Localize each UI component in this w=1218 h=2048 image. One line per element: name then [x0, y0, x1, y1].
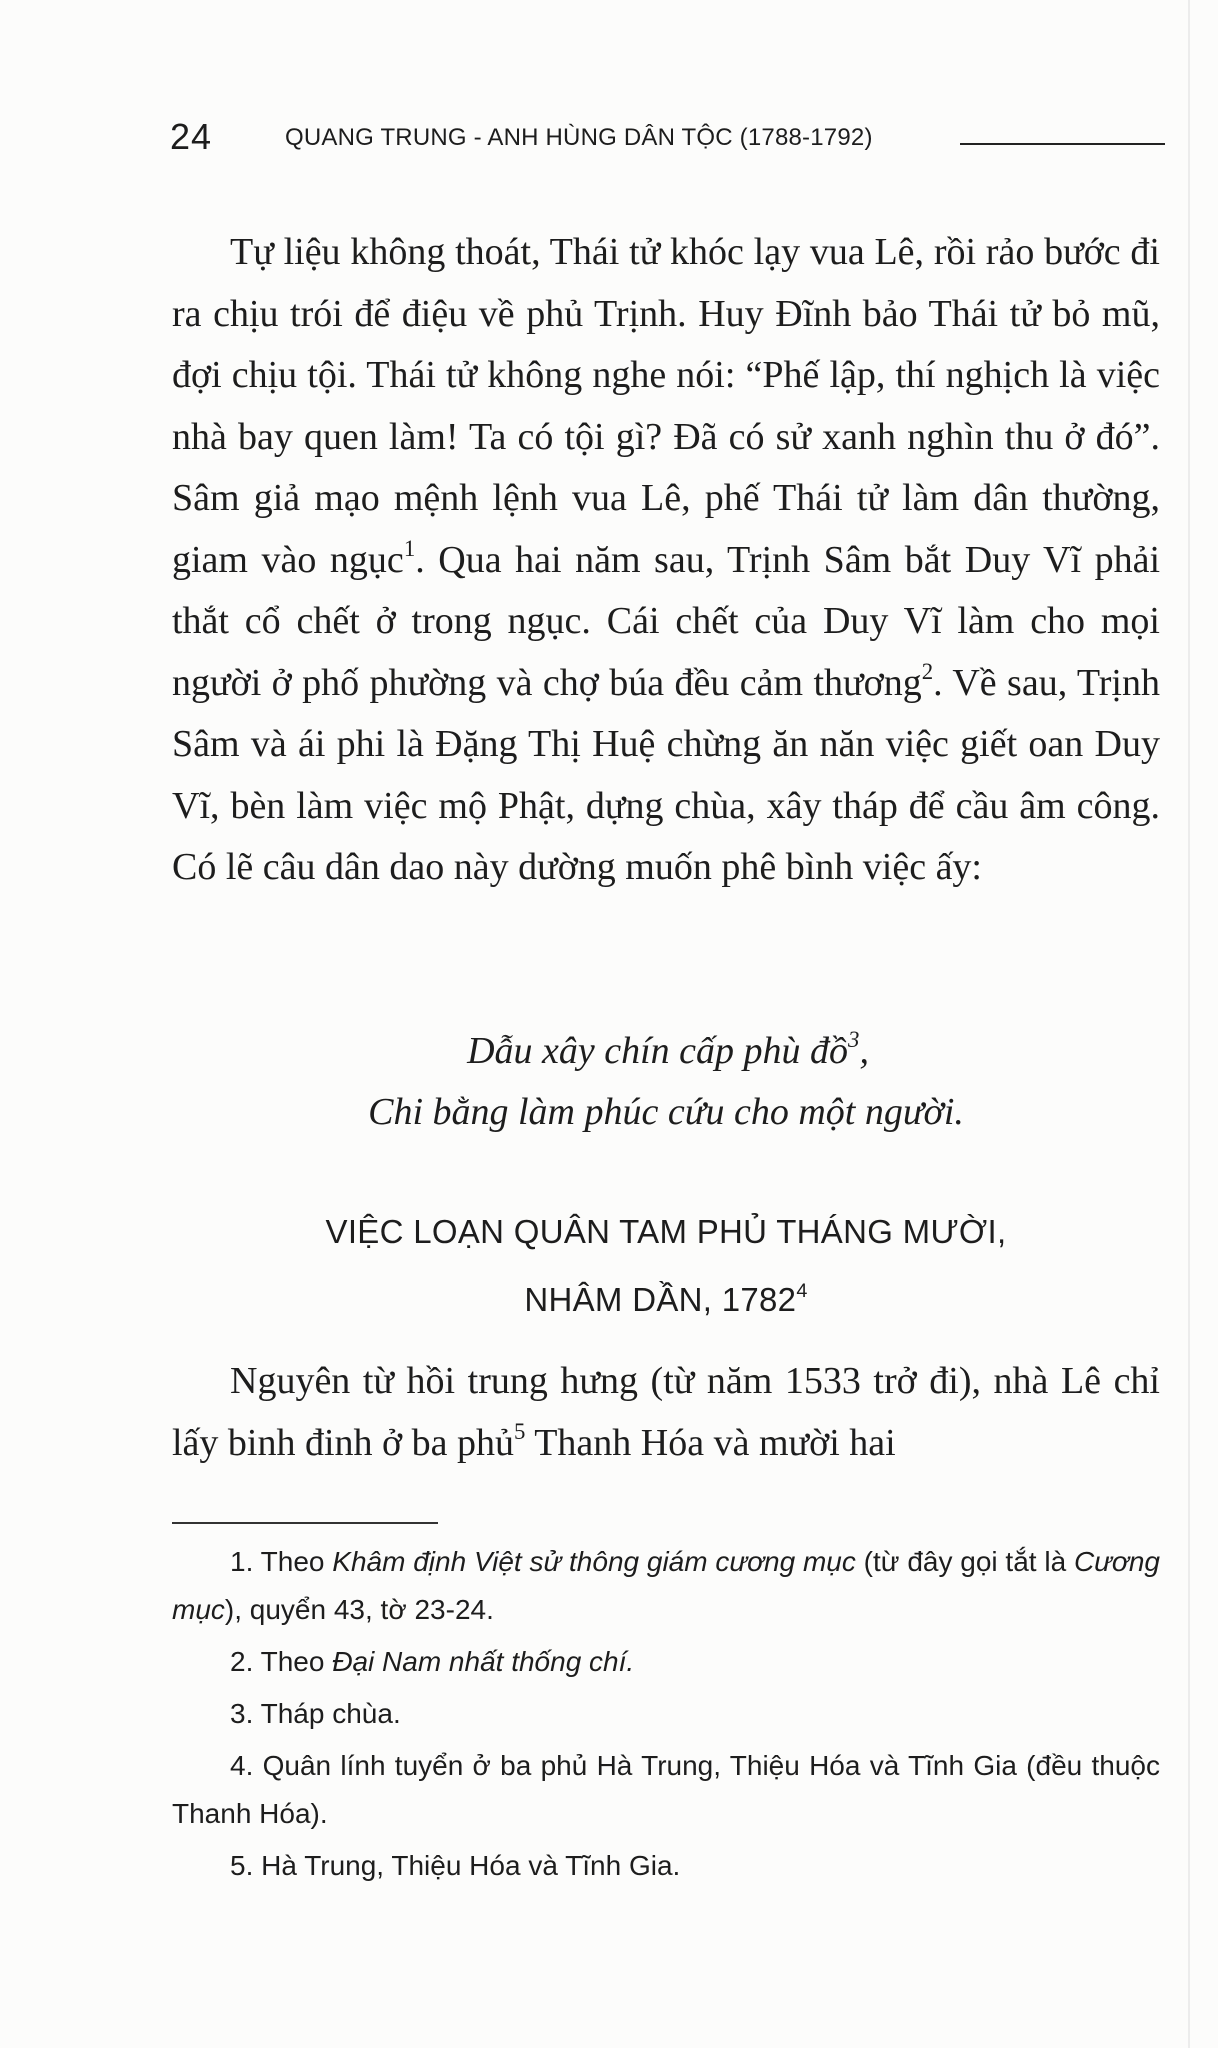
footnote-text: ), quyển 43, tờ 23-24. [224, 1594, 494, 1625]
footnote-ref-3: 3 [848, 1027, 860, 1053]
footnote-5 [172, 1842, 1160, 1890]
section-heading [172, 1198, 1160, 1334]
verse-text: Dẫu xây chín cấp phù đồ [467, 1030, 849, 1072]
footnote-text: 1. Theo [230, 1546, 333, 1577]
footnote-ref-4: 4 [796, 1280, 808, 1303]
paragraph-1 [172, 222, 1160, 899]
footnote-ref-2: 2 [921, 658, 934, 684]
footnote-ref-5: 5 [514, 1419, 526, 1445]
footnote-4 [172, 1742, 1160, 1838]
verse-couplet [172, 1021, 1160, 1143]
footnote-1 [172, 1538, 1160, 1634]
page-number: 24 [170, 116, 213, 157]
section-heading-line-1: VIỆC LOẠN QUÂN TAM PHỦ THÁNG MƯỜI, [325, 1213, 1007, 1250]
page-edge [1188, 0, 1190, 2048]
verse-line-2: Chi bằng làm phúc cứu cho một người. [368, 1091, 964, 1133]
footnote-text: (từ đây gọi tắt là [855, 1546, 1074, 1577]
footnote-italic: Đại Nam nhất thống chí. [332, 1646, 635, 1677]
footnotes [172, 1538, 1160, 1894]
footnote-ref-1: 1 [403, 535, 416, 561]
text-run: . Về sau, Trịnh Sâm và ái phi là Đặng Thị Huệ chừng ăn năn việc giết oan Duy Vĩ, bèn làm việc mộ Phật, dựng chùa, xây tháp để cầu âm công. Có lẽ câu dân dao này dường muốn phê bình việc ấy: [172, 661, 1160, 888]
body-paragraph [172, 222, 1160, 899]
footnote-italic: Khâm định Việt sử thông giám cương mục [332, 1546, 856, 1577]
text-run: Thanh Hóa và mười hai [525, 1422, 896, 1464]
text-run: . Qua hai năm sau, Trịnh Sâm bắt Duy Vĩ phải thắt cổ chết ở trong ngục. Cái chết của Duy Vĩ làm cho mọi người ở phố phường và chợ búa đều cảm thương [172, 538, 1161, 704]
footnote-separator [172, 1522, 438, 1524]
footnote-text: 2. Theo [230, 1646, 333, 1677]
verse-line-1 [172, 1021, 1160, 1082]
paragraph-2 [172, 1350, 1160, 1474]
body-paragraph-2 [172, 1350, 1160, 1474]
footnote-italic: Cương mục [172, 1546, 1160, 1625]
footnote-3 [172, 1690, 1160, 1738]
text-run: Nguyên từ hồi trung hưng (từ năm 1533 trở đi), nhà Lê chỉ lấy binh đinh ở ba phủ [172, 1360, 1160, 1464]
page-header [170, 112, 1170, 162]
running-head: QUANG TRUNG - ANH HÙNG DÂN TỘC (1788-1792) [285, 124, 873, 151]
footnote-text: 5. Hà Trung, Thiệu Hóa và Tĩnh Gia. [230, 1850, 681, 1881]
heading-text: NHÂM DẦN, 1782 [524, 1281, 797, 1318]
header-rule [960, 143, 1165, 145]
section-heading-line-2 [172, 1266, 1160, 1334]
text-run: Tự liệu không thoát, Thái tử khóc lạy vua Lê, rồi rảo bước đi ra chịu trói để điệu về phủ Trịnh. Huy Đĩnh bảo Thái tử bỏ mũ, đợi chịu tội. Thái tử không nghe nói: “Phế lập, thí nghịch là việc nhà bay quen làm! Ta có tội gì? Đã có sử xanh nghìn thu ở đó”. Sâm giả mạo mệnh lệnh vua Lê, phế Thái tử làm dân thường, giam vào ngục [172, 231, 1160, 581]
verse-punct: , [859, 1030, 869, 1072]
footnote-2 [172, 1638, 1160, 1686]
footnote-text: 3. Tháp chùa. [230, 1698, 401, 1729]
footnote-text: 4. Quân lính tuyển ở ba phủ Hà Trung, Thiệu Hóa và Tĩnh Gia (đều thuộc Thanh Hóa). [172, 1750, 1160, 1829]
